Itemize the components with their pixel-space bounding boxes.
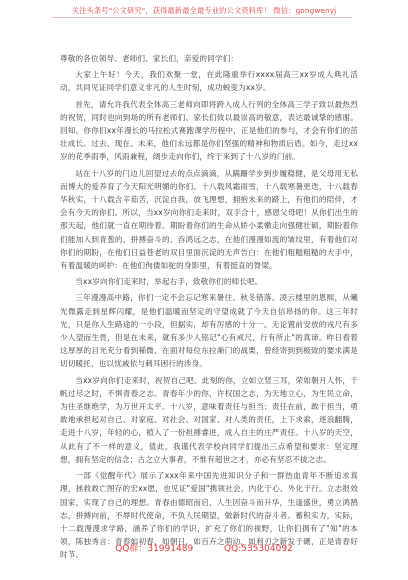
paragraph: 一部《觉醒年代》展示了xxx年来中国先进知识分子和一群热血青年不断追求真理，拯救救亡图存的宏xx愿，也见证"爱国"携领社会，内化于心、外化于行。立志报效国家，实现了自己的理想。青春由德昭而启，人生因奋斗而升华，生逢盛世，勇立鸿鹄志，拼搏向前，不辱时代使命，不负人民期望，做新时代的奋斗者。蓄积实力，实际，十二载漫漫求学路，涵养了你们的学识，扩充了你们的视野，让你们拥有了"知"的本领，陈独秀言：青春如初春，如朝日，如百卉之萌动，如利刃之新发于硎，正是青春好时节。 (60, 471, 358, 560)
paragraph: 大家上午好！今天，我们欢聚一堂，在此隆重举行xxxx届高三xx岁成人典礼活动，共同见证同学们意义非凡的人生时刻，成功蜕变为xx岁。 (60, 70, 358, 93)
footer (0, 541, 408, 554)
salutation: 尊敬的各位领导、老师们、家长们，亲爱的同学们： (60, 54, 239, 63)
paragraph: 站在十八岁的门边儿回望过去的点点滴滴，从蹒跚学步到步履稳健，是父母用无私而博大的爱养育了今天阳光明媚的你们。十八载风霜雨雪，十八载寒暑更迭，十八载春华秋实，十八载含辛茹苦，沉淀自我，放飞理想，拥抱未来的路上，有他们的陪伴，才会有今天的你们。所以，当xx岁向你们走来时，双手合十，感恩父母吧！从你们出生的那天起，他们就一直在期待着。期盼着你们的生命从娇小柔嫩走向强健壮硕，期盼着你们能加入到青葱的、拼搏奋斗的、吞鸿远之志，在他们漫漫如流的皱纹里，有着他们对你们的期盼，在他们日益苍老的双目里面沉淀的无声告白：在他们粗糙粗糙的大手中，有着温暖的呵护：在他们佝偻如驼的身影里，有着挺直的脊梁。 (60, 168, 358, 271)
footer-qq-group-1: QQ群：31991489 (115, 544, 194, 554)
header-banner: 关注头条号"公文研究"，获得最新最全最专业的公文资料库！ 微信：gongwenyj (71, 6, 337, 15)
document-body (60, 52, 358, 562)
paragraph: 当xx岁向你们走来时，祝贺自己吧。此刻的你，立如立竖三耳，荣如朝月人怀，千帆过尽之时，不惧青春之志。青春年少的你，许权国之志，为天地立心，为生民立命，为往圣继绝学，为万世开太平。十八岁，意味着责任与担当；责任在前，敢于担当，勇敢地承担起对自己、对家庭、对社会、对国家、对人类的责任，上下求索，逐浪翻腾，走进十八岁，年轻的心，植入了一份担搏睿进，成人自主的庄严责任。十八岁的天空，从此有了不一样的意义，值此，我谨代表学校向同学们提出三点希望和要求：坚定理想，拥有坚定的信念；古之立大事者，不惟有超世之才，亦必有坚忍不拔之志。 (60, 375, 358, 464)
paragraph: 首先，请允许我代表全体高三老师向即将跨入成人行列的全体高三学子致以最热烈的祝贺，同时也向到场的所有老师们、家长们致以最崇高的敬意，表达最诚挚的感谢。回知，你你们xx年漫长的马拉松式赛跑课学历程中，正是他们的参与，才会有你们的茁壮成长。过去、现在、未来，他们永远都是你们坚强的精神和物质后盾。如今，走过xx岁的花季雨季，风雨兼程，阔步走向你们，终于来到了十八岁的门前。 (60, 99, 358, 162)
footer-qq-group-2: QQ:535304092 (224, 544, 293, 554)
paragraph: 当xx岁向你们走来时，举起右手，致敬你们的师长吧。 (75, 277, 263, 287)
paragraph: 三年漫漫高中路，你们一定不会忘记寒来暑往、秋冬错落、凌云楼里的恩熙，从曦光微露走到星辉闪耀，是他们温暖而坚定的守望成就了今天自信昂扬的你。这三年时光，只是你人生路途的一小段，但据实，却有厉感的十分一。无论置前安放的戎尺有多少人望而生畏，但是在未来，就有多少人铭记"心有戒尺，行有所止"的真谛。昨日看着这厚厚的目光充分看到稀微、在面对每位东拉渐门的战栗，曾经寄到到极致的要求满是切切暖托，也以忧戚依与刺耳困行的涉身。 (60, 293, 358, 369)
header-divider (52, 17, 352, 18)
